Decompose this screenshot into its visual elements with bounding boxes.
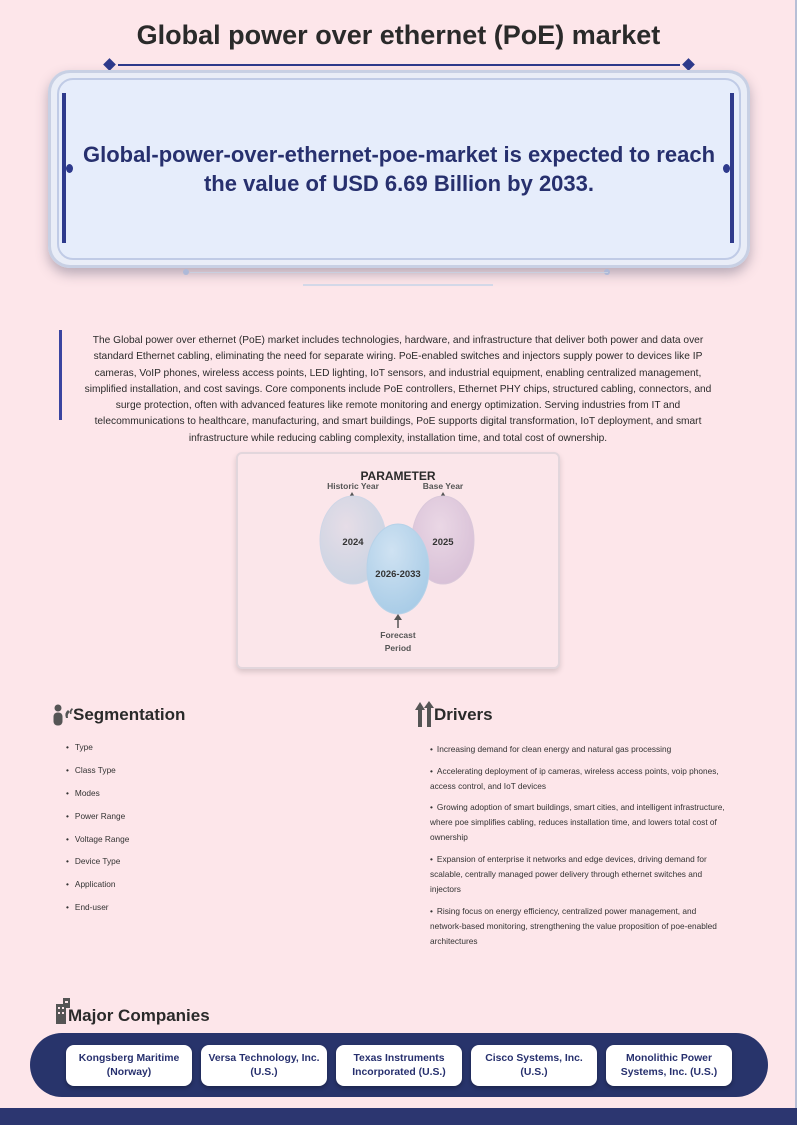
- historic-year-value: 2024: [342, 537, 364, 548]
- drivers-arrows-icon: [415, 701, 435, 727]
- description-accent-bar: [59, 330, 62, 420]
- drivers-title: Drivers: [434, 705, 493, 724]
- parameter-heading: PARAMETER: [360, 469, 436, 483]
- company-card: Kongsberg Maritime (Norway): [66, 1045, 192, 1086]
- segmentation-icon: [52, 703, 74, 727]
- list-item: • Class Type: [66, 765, 129, 788]
- list-item: • End-user: [66, 902, 129, 925]
- company-card: Versa Technology, Inc. (U.S.): [201, 1045, 327, 1086]
- historic-year-label: Historic Year: [327, 481, 379, 491]
- forecast-label-line1: Forecast: [380, 630, 416, 640]
- banner-shadow-line: [190, 272, 608, 273]
- market-value-headline: Global-power-over-ethernet-poe-market is expected to reach the value of USD 6.69 Billion by 2033.: [82, 142, 716, 196]
- forecast-arrow-icon: [394, 614, 402, 620]
- segmentation-title: Segmentation: [73, 705, 186, 724]
- footer-bar: [0, 1108, 797, 1125]
- page-title: Global power over ethernet (PoE) market: [136, 20, 661, 50]
- base-year-value: 2025: [432, 537, 454, 548]
- list-item: • Power Range: [66, 811, 129, 834]
- banner-right-bar: [730, 93, 734, 243]
- base-year-label: Base Year: [422, 481, 464, 491]
- list-item: • Type: [66, 742, 129, 765]
- list-item: • Accelerating deployment of ip cameras, wireless access points, voip phones, access control, and IoT devices: [430, 764, 730, 794]
- list-item: • Device Type: [66, 856, 129, 879]
- banner-right-dot: [723, 164, 730, 173]
- drivers-list: [430, 742, 730, 955]
- list-item: • Expansion of enterprise it networks and edge devices, driving demand for scalable, centrally managed power delivery through ethernet switches and injectors: [430, 852, 730, 897]
- parameter-venn-diagram: [236, 452, 560, 669]
- major-companies-title: Major Companies: [68, 1006, 210, 1025]
- forecast-period-value: 2026-2033: [375, 569, 421, 580]
- company-card: Cisco Systems, Inc. (U.S.): [471, 1045, 597, 1086]
- market-description: The Global power over ethernet (PoE) market includes technologies, hardware, and infrastructure that deliver both power and data over standard Ethernet cabling, eliminating the need for separate wiring. PoE-enabled switches and injectors supply power to devices like IP cameras, VoIP phones, wireless access points, LED lighting, IoT sensors, and industrial equipment, enabling centralized management, simplified installation, and cost savings. Core components include PoE controllers, Ethernet PHY chips, structured cabling, connectors, and surge protection, often with advanced features like remote monitoring and energy optimization. Serving industries from IT and telecommunications to healthcare, manufacturing, and smart buildings, PoE supports digital transformation, IoT deployment, and smart infrastructure while reducing cabling complexity, installation time, and total cost of ownership.: [84, 335, 712, 444]
- company-card: Monolithic Power Systems, Inc. (U.S.): [606, 1045, 732, 1086]
- list-item: • Increasing demand for clean energy and natural gas processing: [430, 742, 730, 757]
- company-card: Texas Instruments Incorporated (U.S.): [336, 1045, 462, 1086]
- segmentation-list: [66, 742, 129, 925]
- banner-underline: [303, 284, 493, 286]
- list-item: • Voltage Range: [66, 834, 129, 857]
- list-item: • Rising focus on energy efficiency, centralized power management, and network-based monitoring, strengthening the value proposition of poe-enabled architectures: [430, 904, 730, 949]
- banner-left-dot: [66, 164, 73, 173]
- list-item: • Growing adoption of smart buildings, smart cities, and intelligent infrastructure, where poe simplifies cabling, reduces installation time, and lowers total cost of ownership: [430, 800, 730, 845]
- list-item: • Modes: [66, 788, 129, 811]
- banner-pin-left: [183, 269, 189, 275]
- list-item: • Application: [66, 879, 129, 902]
- forecast-label-line2: Period: [384, 643, 412, 653]
